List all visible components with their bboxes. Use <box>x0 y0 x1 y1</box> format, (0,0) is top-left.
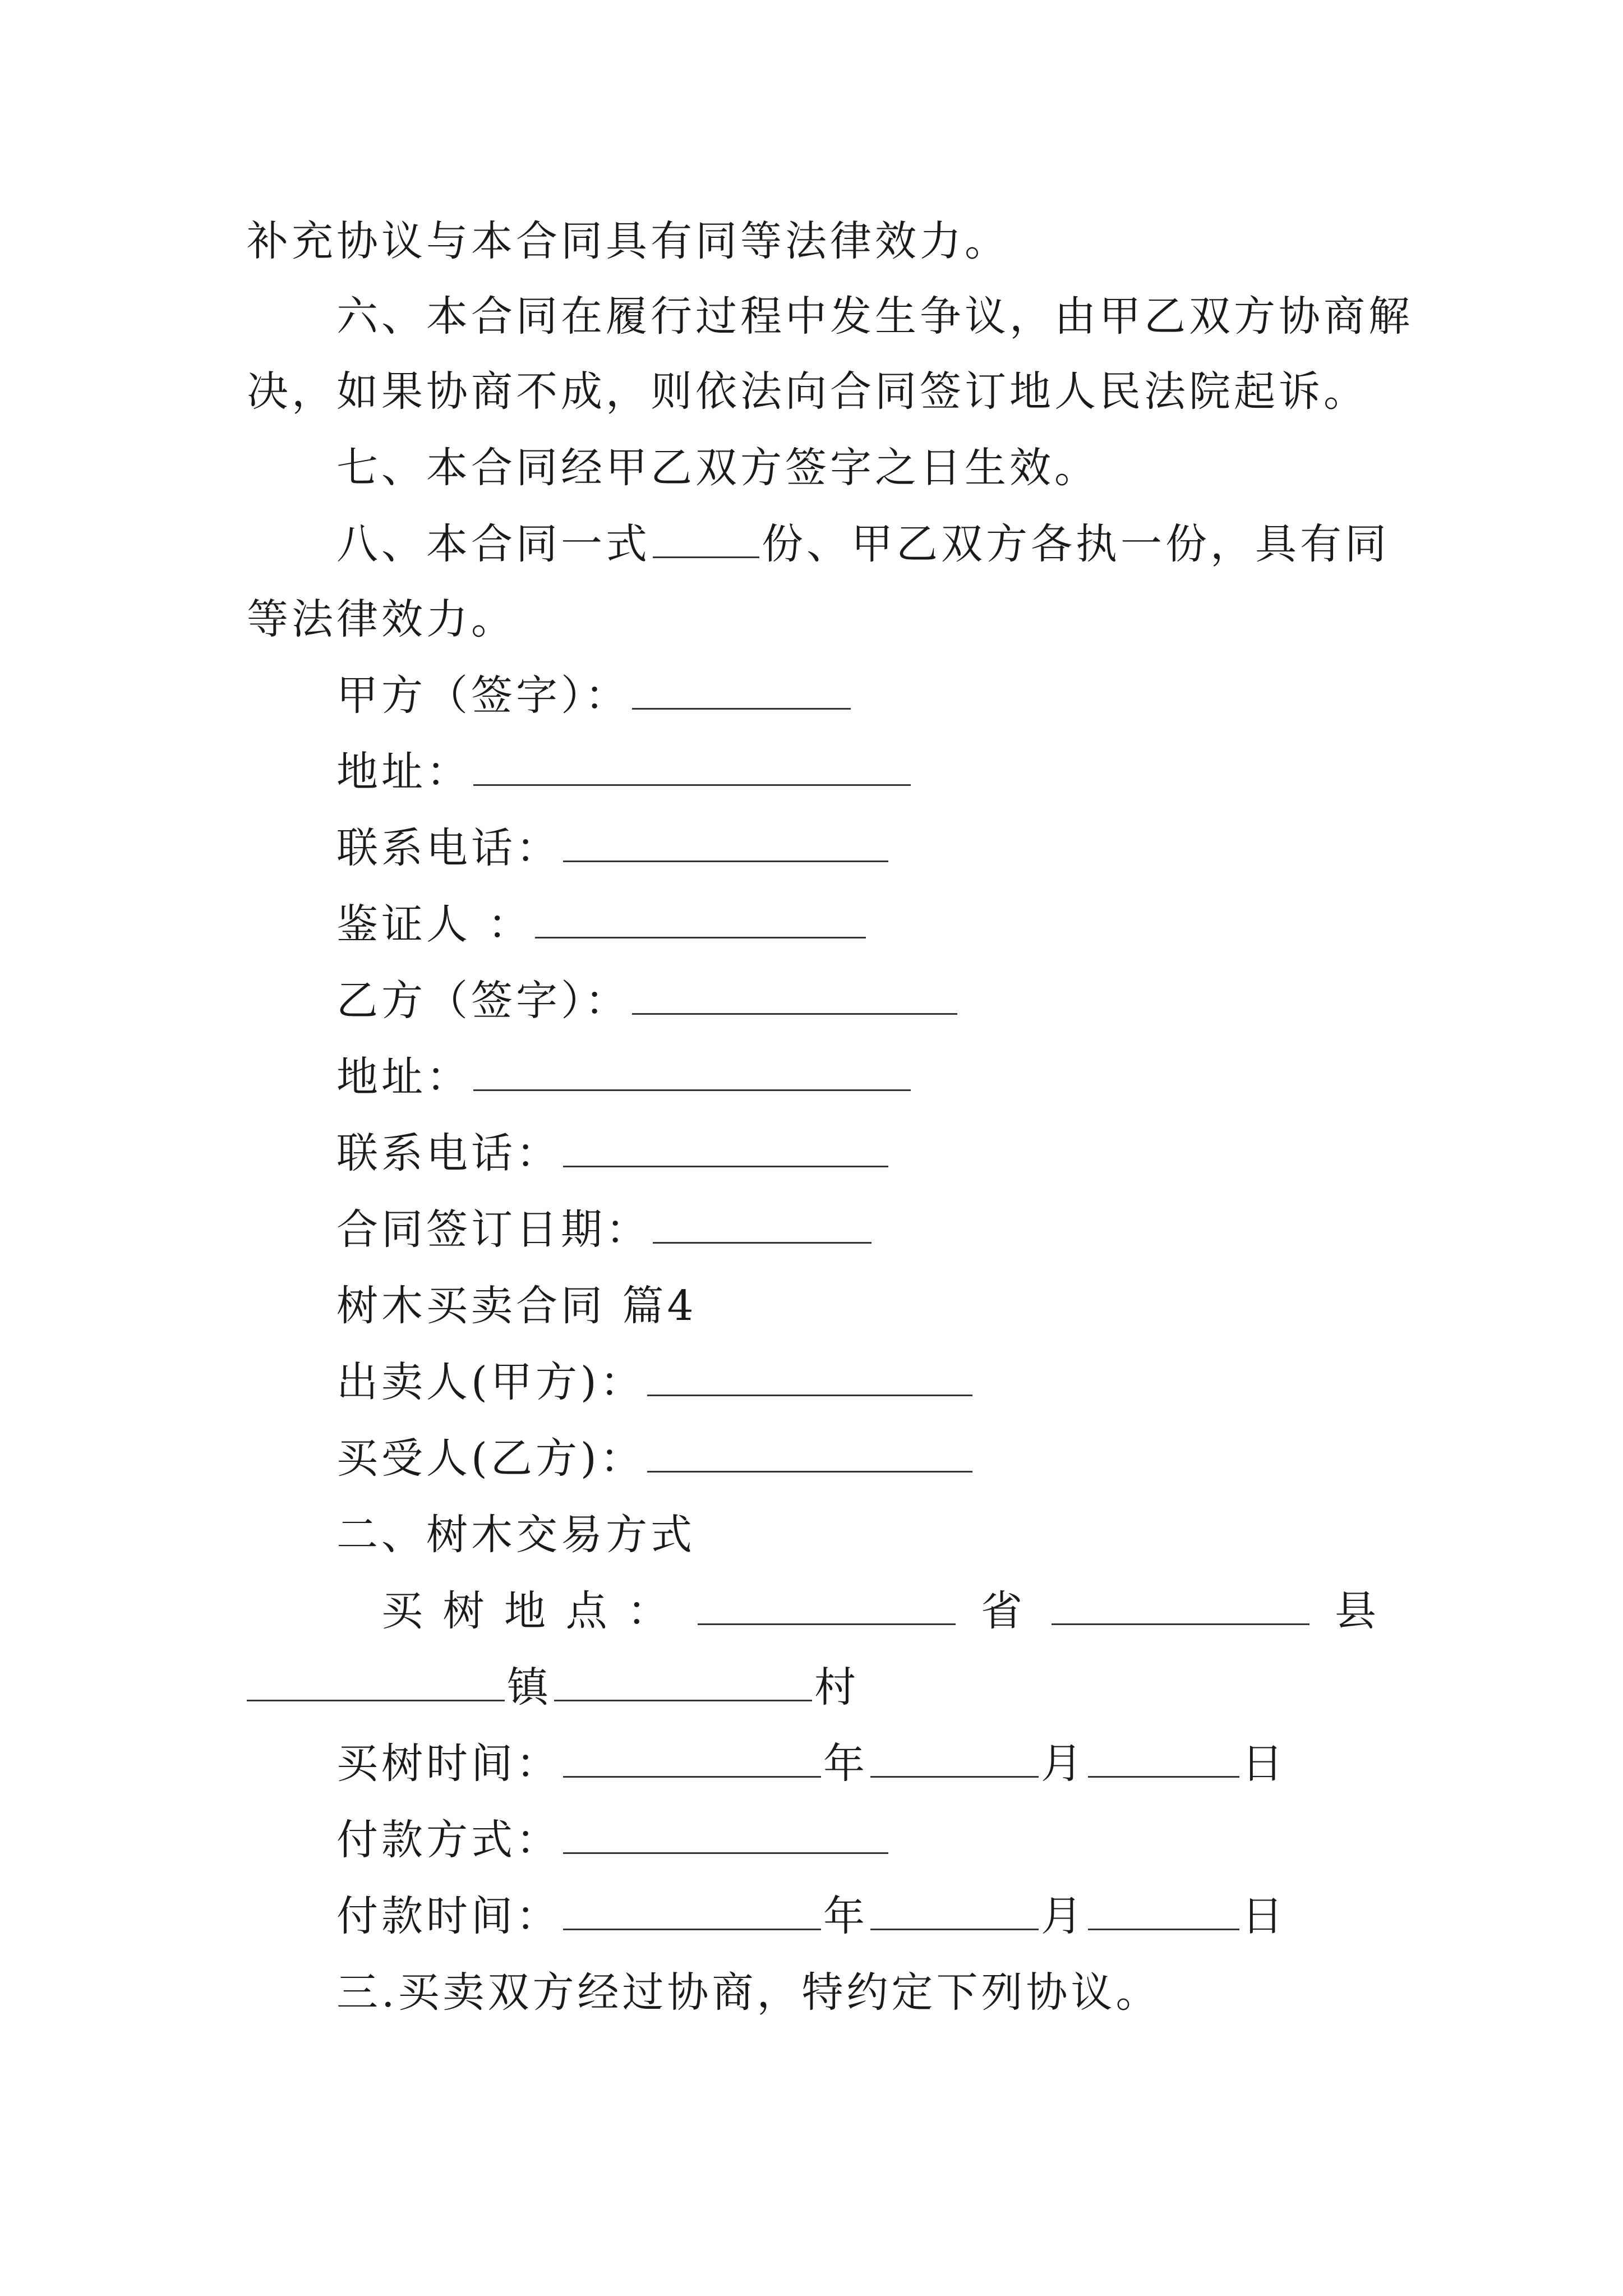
seller-blank[interactable] <box>647 1360 972 1396</box>
place-row-2 <box>247 1659 859 1715</box>
witness-label: 鉴证人 ： <box>336 900 533 949</box>
pay-method-blank[interactable] <box>563 1818 888 1854</box>
party-b-address-blank[interactable] <box>473 1055 911 1091</box>
buyer-label: 买受人(乙方)： <box>336 1434 645 1483</box>
sign-date-label: 合同签订日期： <box>336 1205 651 1254</box>
party-b-sign-row <box>336 973 960 1029</box>
clause-8-line-2: 等法律效力。 <box>247 595 516 643</box>
party-a-sign-row <box>336 668 853 724</box>
buy-year-blank[interactable] <box>563 1741 821 1778</box>
clause-7: 七、本合同经甲乙双方签字之日生效。 <box>336 444 1099 492</box>
sign-date-row <box>336 1202 874 1258</box>
buy-year-label: 年 <box>823 1740 868 1788</box>
party-b-address-label: 地址： <box>336 1053 471 1101</box>
pay-year-label: 年 <box>823 1892 868 1940</box>
buyer-blank[interactable] <box>647 1436 972 1473</box>
buy-time-row <box>336 1736 1287 1792</box>
province-blank[interactable] <box>698 1589 956 1625</box>
pay-time-label: 付款时间： <box>336 1892 561 1940</box>
province-label: 省 <box>981 1587 1026 1635</box>
party-a-address-label: 地址： <box>336 748 471 796</box>
clause-6-line-1: 六、本合同在履行过程中发生争议，由甲乙双方协商解 <box>336 292 1413 341</box>
party-b-phone-row <box>336 1125 891 1181</box>
party-b-phone-label: 联系电话： <box>336 1129 561 1177</box>
town-label: 镇 <box>507 1663 552 1711</box>
section-title: 树木买卖合同 篇4 <box>336 1282 697 1330</box>
pay-method-label: 付款方式： <box>336 1816 561 1864</box>
pay-month-blank[interactable] <box>870 1894 1039 1930</box>
party-a-address-row <box>336 744 913 800</box>
clause-3-heading: 三.买卖双方经过协商，特约定下列协议。 <box>336 1968 1161 2017</box>
party-a-sign-blank[interactable] <box>632 673 851 710</box>
party-b-phone-blank[interactable] <box>563 1131 888 1167</box>
buy-day-label: 日 <box>1242 1740 1287 1788</box>
party-a-phone-blank[interactable] <box>563 826 888 862</box>
pay-method-row <box>336 1812 891 1868</box>
buyer-row <box>336 1430 975 1487</box>
party-a-address-blank[interactable] <box>473 749 911 786</box>
sign-date-blank[interactable] <box>653 1207 872 1244</box>
buy-day-blank[interactable] <box>1088 1741 1239 1778</box>
party-b-address-row <box>336 1049 913 1105</box>
party-a-phone-row <box>336 820 891 876</box>
buy-month-label: 月 <box>1041 1740 1086 1788</box>
clause-6-line-2: 决，如果协商不成，则依法向合同签订地人民法院起诉。 <box>247 367 1368 416</box>
buy-month-blank[interactable] <box>870 1741 1039 1778</box>
seller-label: 出卖人(甲方)： <box>336 1358 645 1406</box>
place-label: 买 树 地 点 ： <box>381 1587 672 1635</box>
witness-blank[interactable] <box>535 902 866 938</box>
pay-month-label: 月 <box>1041 1892 1086 1940</box>
county-label: 县 <box>1334 1587 1380 1635</box>
witness-row <box>336 896 868 953</box>
pay-time-row <box>336 1888 1287 1944</box>
town-blank[interactable] <box>247 1665 505 1701</box>
clause-8-line-1 <box>336 516 1390 572</box>
clause-2-heading: 二、树木交易方式 <box>336 1511 695 1559</box>
party-b-sign-blank[interactable] <box>632 978 957 1015</box>
party-b-sign-label: 乙方（签字）： <box>336 977 630 1025</box>
pay-day-blank[interactable] <box>1088 1894 1239 1930</box>
seller-row <box>336 1354 975 1410</box>
clause-8-suffix: 份、甲乙双方各执一份，具有同 <box>762 520 1390 568</box>
paragraph-line-1: 补充协议与本合同具有同等法律效力。 <box>247 217 1009 265</box>
village-label: 村 <box>814 1663 859 1711</box>
village-blank[interactable] <box>554 1665 812 1701</box>
party-a-sign-label: 甲方（签字）： <box>336 671 630 720</box>
party-a-phone-label: 联系电话： <box>336 824 561 872</box>
buy-time-label: 买树时间： <box>336 1740 561 1788</box>
county-blank[interactable] <box>1052 1589 1310 1625</box>
pay-day-label: 日 <box>1242 1892 1287 1940</box>
pay-year-blank[interactable] <box>563 1894 821 1930</box>
place-row-1 <box>381 1583 1380 1639</box>
copies-blank[interactable] <box>653 522 759 558</box>
clause-8-prefix: 八、本合同一式 <box>336 520 651 568</box>
